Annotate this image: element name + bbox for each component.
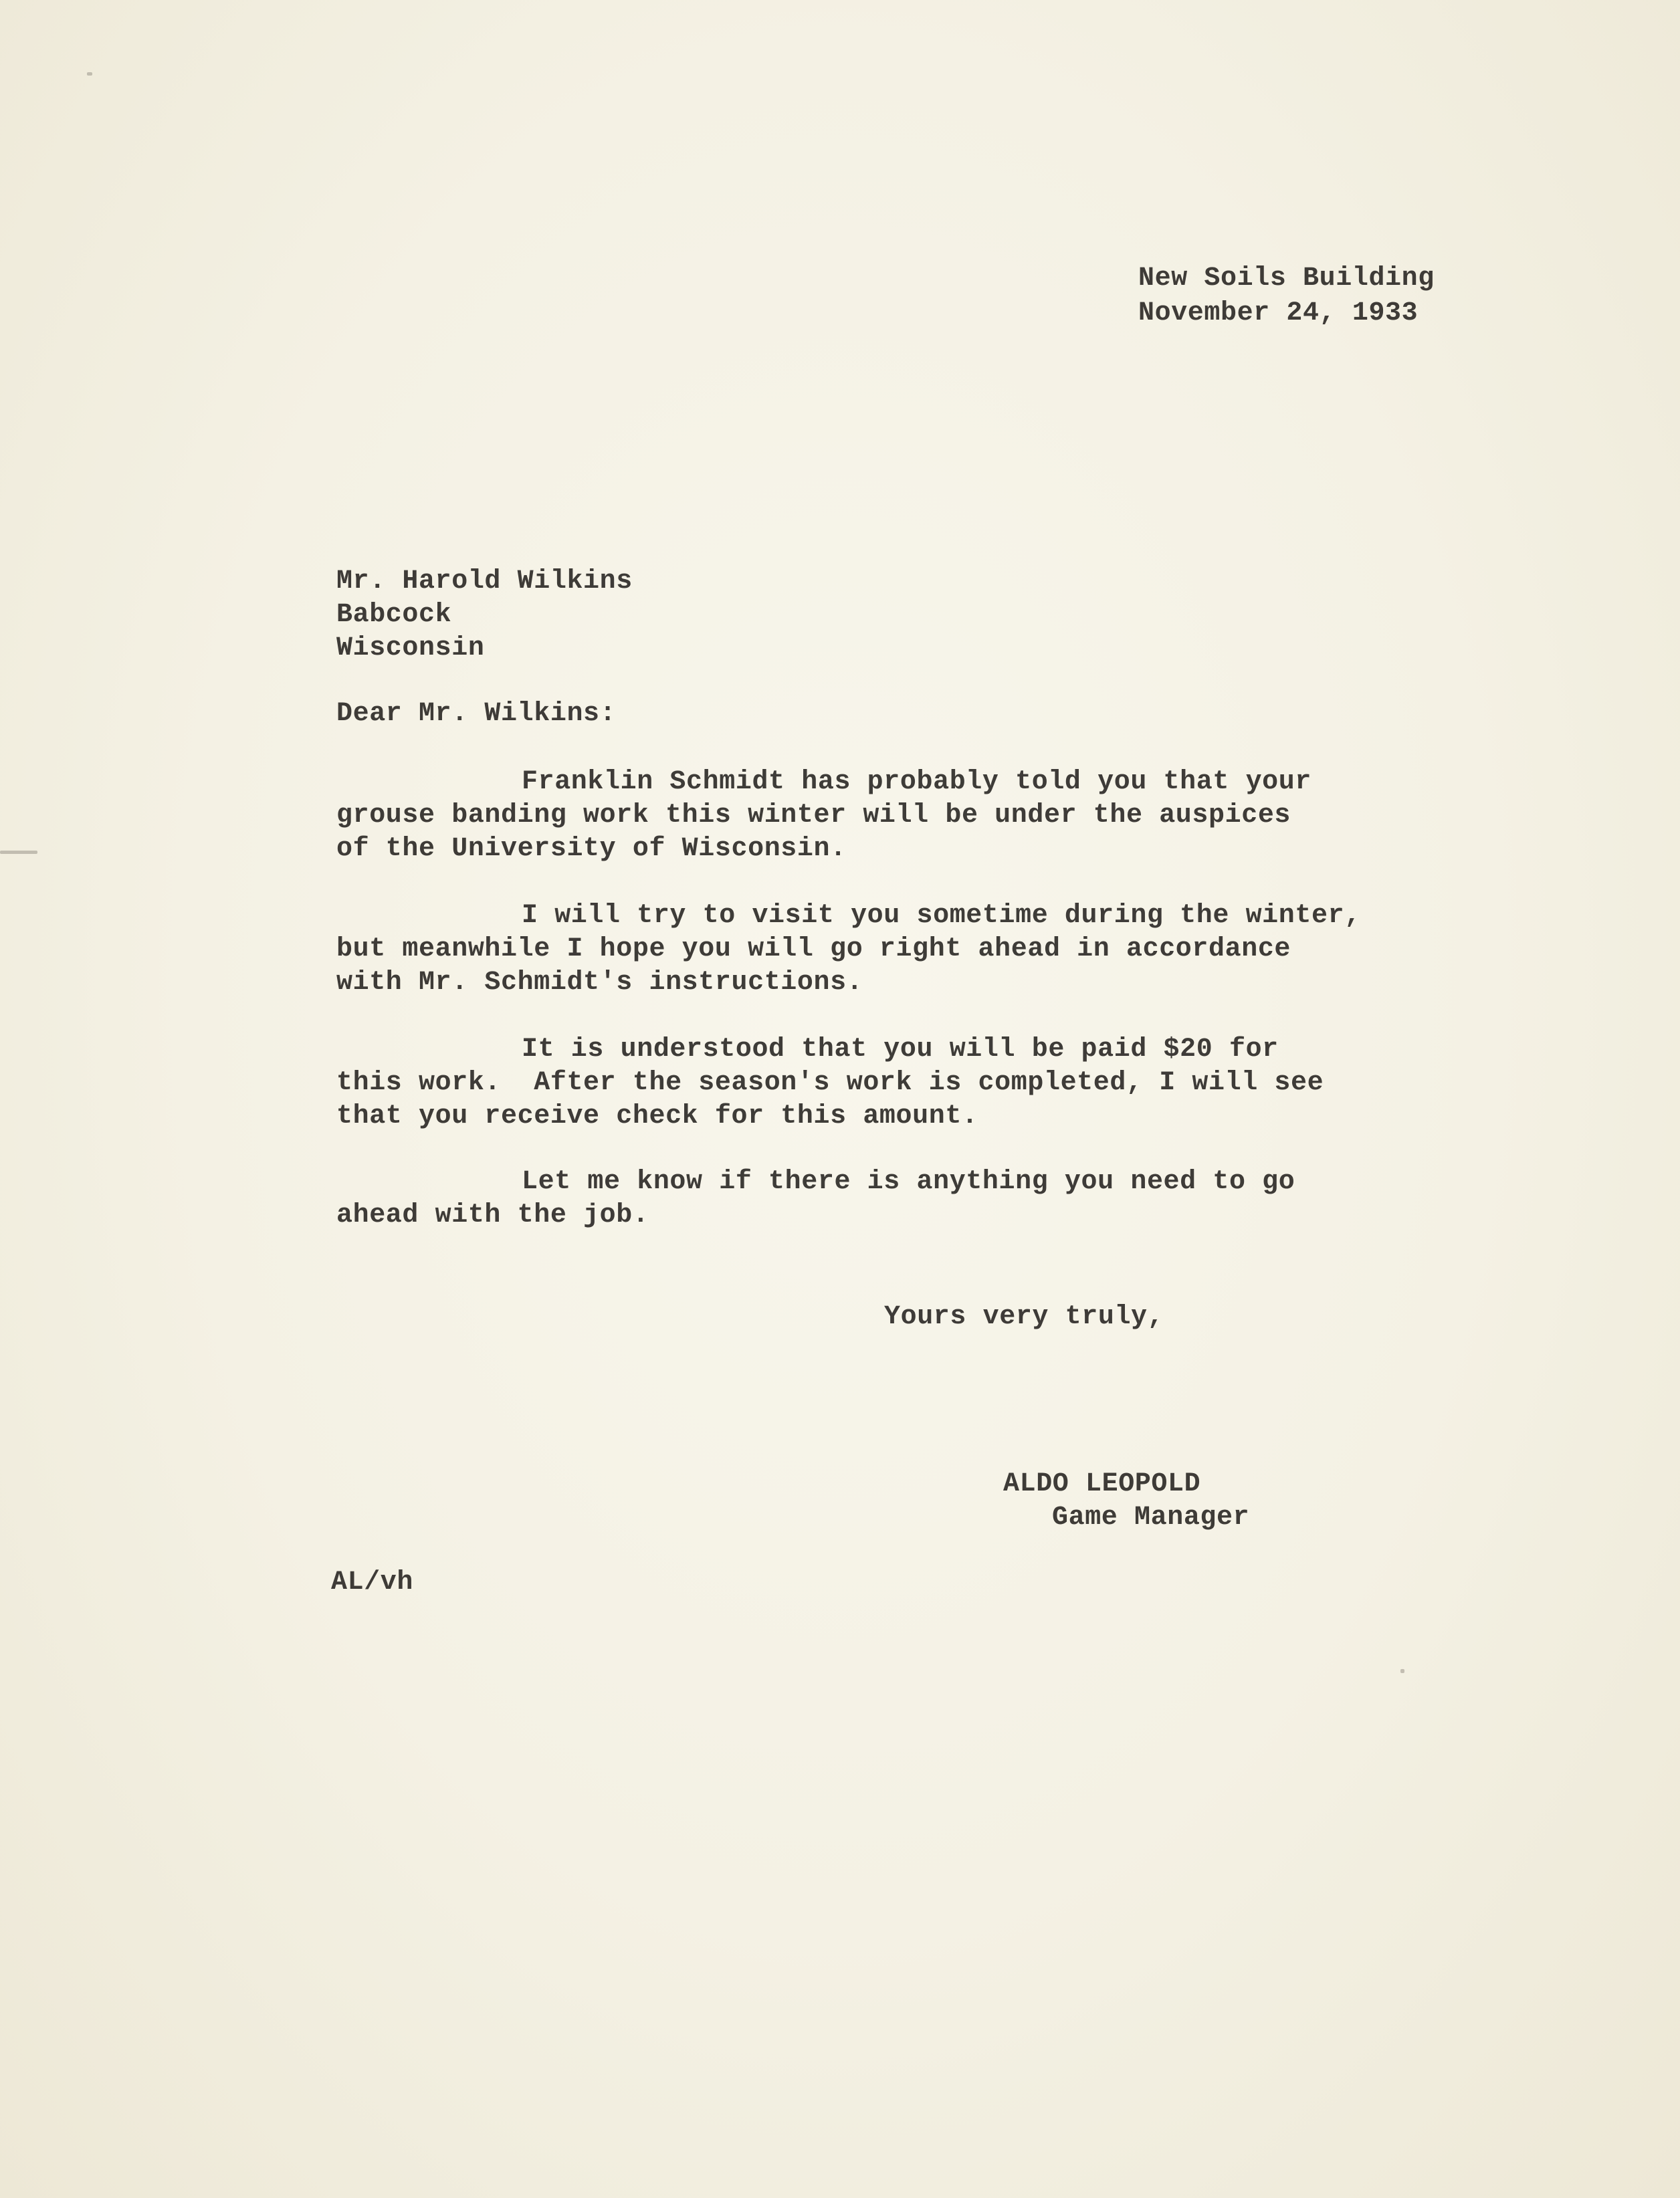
paragraph-line: ahead with the job. — [336, 1200, 649, 1230]
recipient-state: Wisconsin — [336, 633, 485, 663]
paper-mark — [87, 72, 92, 76]
heading-date: November 24, 1933 — [1138, 298, 1419, 328]
paper-mark — [1400, 1669, 1404, 1673]
paragraph-line: but meanwhile I hope you will go right ahead in accordance — [336, 934, 1291, 964]
paragraph-line: of the University of Wisconsin. — [336, 834, 847, 864]
paragraph-line: with Mr. Schmidt's instructions. — [336, 968, 863, 998]
paragraph-line: Franklin Schmidt has probably told you that your — [522, 767, 1311, 797]
paragraph-line: this work. After the season's work is completed, I will see — [336, 1068, 1324, 1098]
paper-mark — [0, 851, 37, 854]
salutation: Dear Mr. Wilkins: — [336, 699, 617, 729]
recipient-town: Babcock — [336, 600, 452, 630]
paragraph-line: I will try to visit you sometime during the winter, — [522, 901, 1361, 931]
recipient-name: Mr. Harold Wilkins — [336, 566, 633, 596]
paragraph-line: It is understood that you will be paid $20 for — [522, 1034, 1279, 1065]
signature-name: ALDO LEOPOLD — [1003, 1469, 1201, 1499]
paragraph-line: Let me know if there is anything you need to go — [522, 1167, 1295, 1197]
paragraph-line: that you receive check for this amount. — [336, 1101, 978, 1131]
heading-place: New Soils Building — [1138, 263, 1435, 294]
closing: Yours very truly, — [884, 1302, 1164, 1332]
signature-title: Game Manager — [1052, 1503, 1250, 1533]
reference-initials: AL/vh — [331, 1567, 414, 1598]
paragraph-line: grouse banding work this winter will be under the auspices — [336, 800, 1291, 831]
